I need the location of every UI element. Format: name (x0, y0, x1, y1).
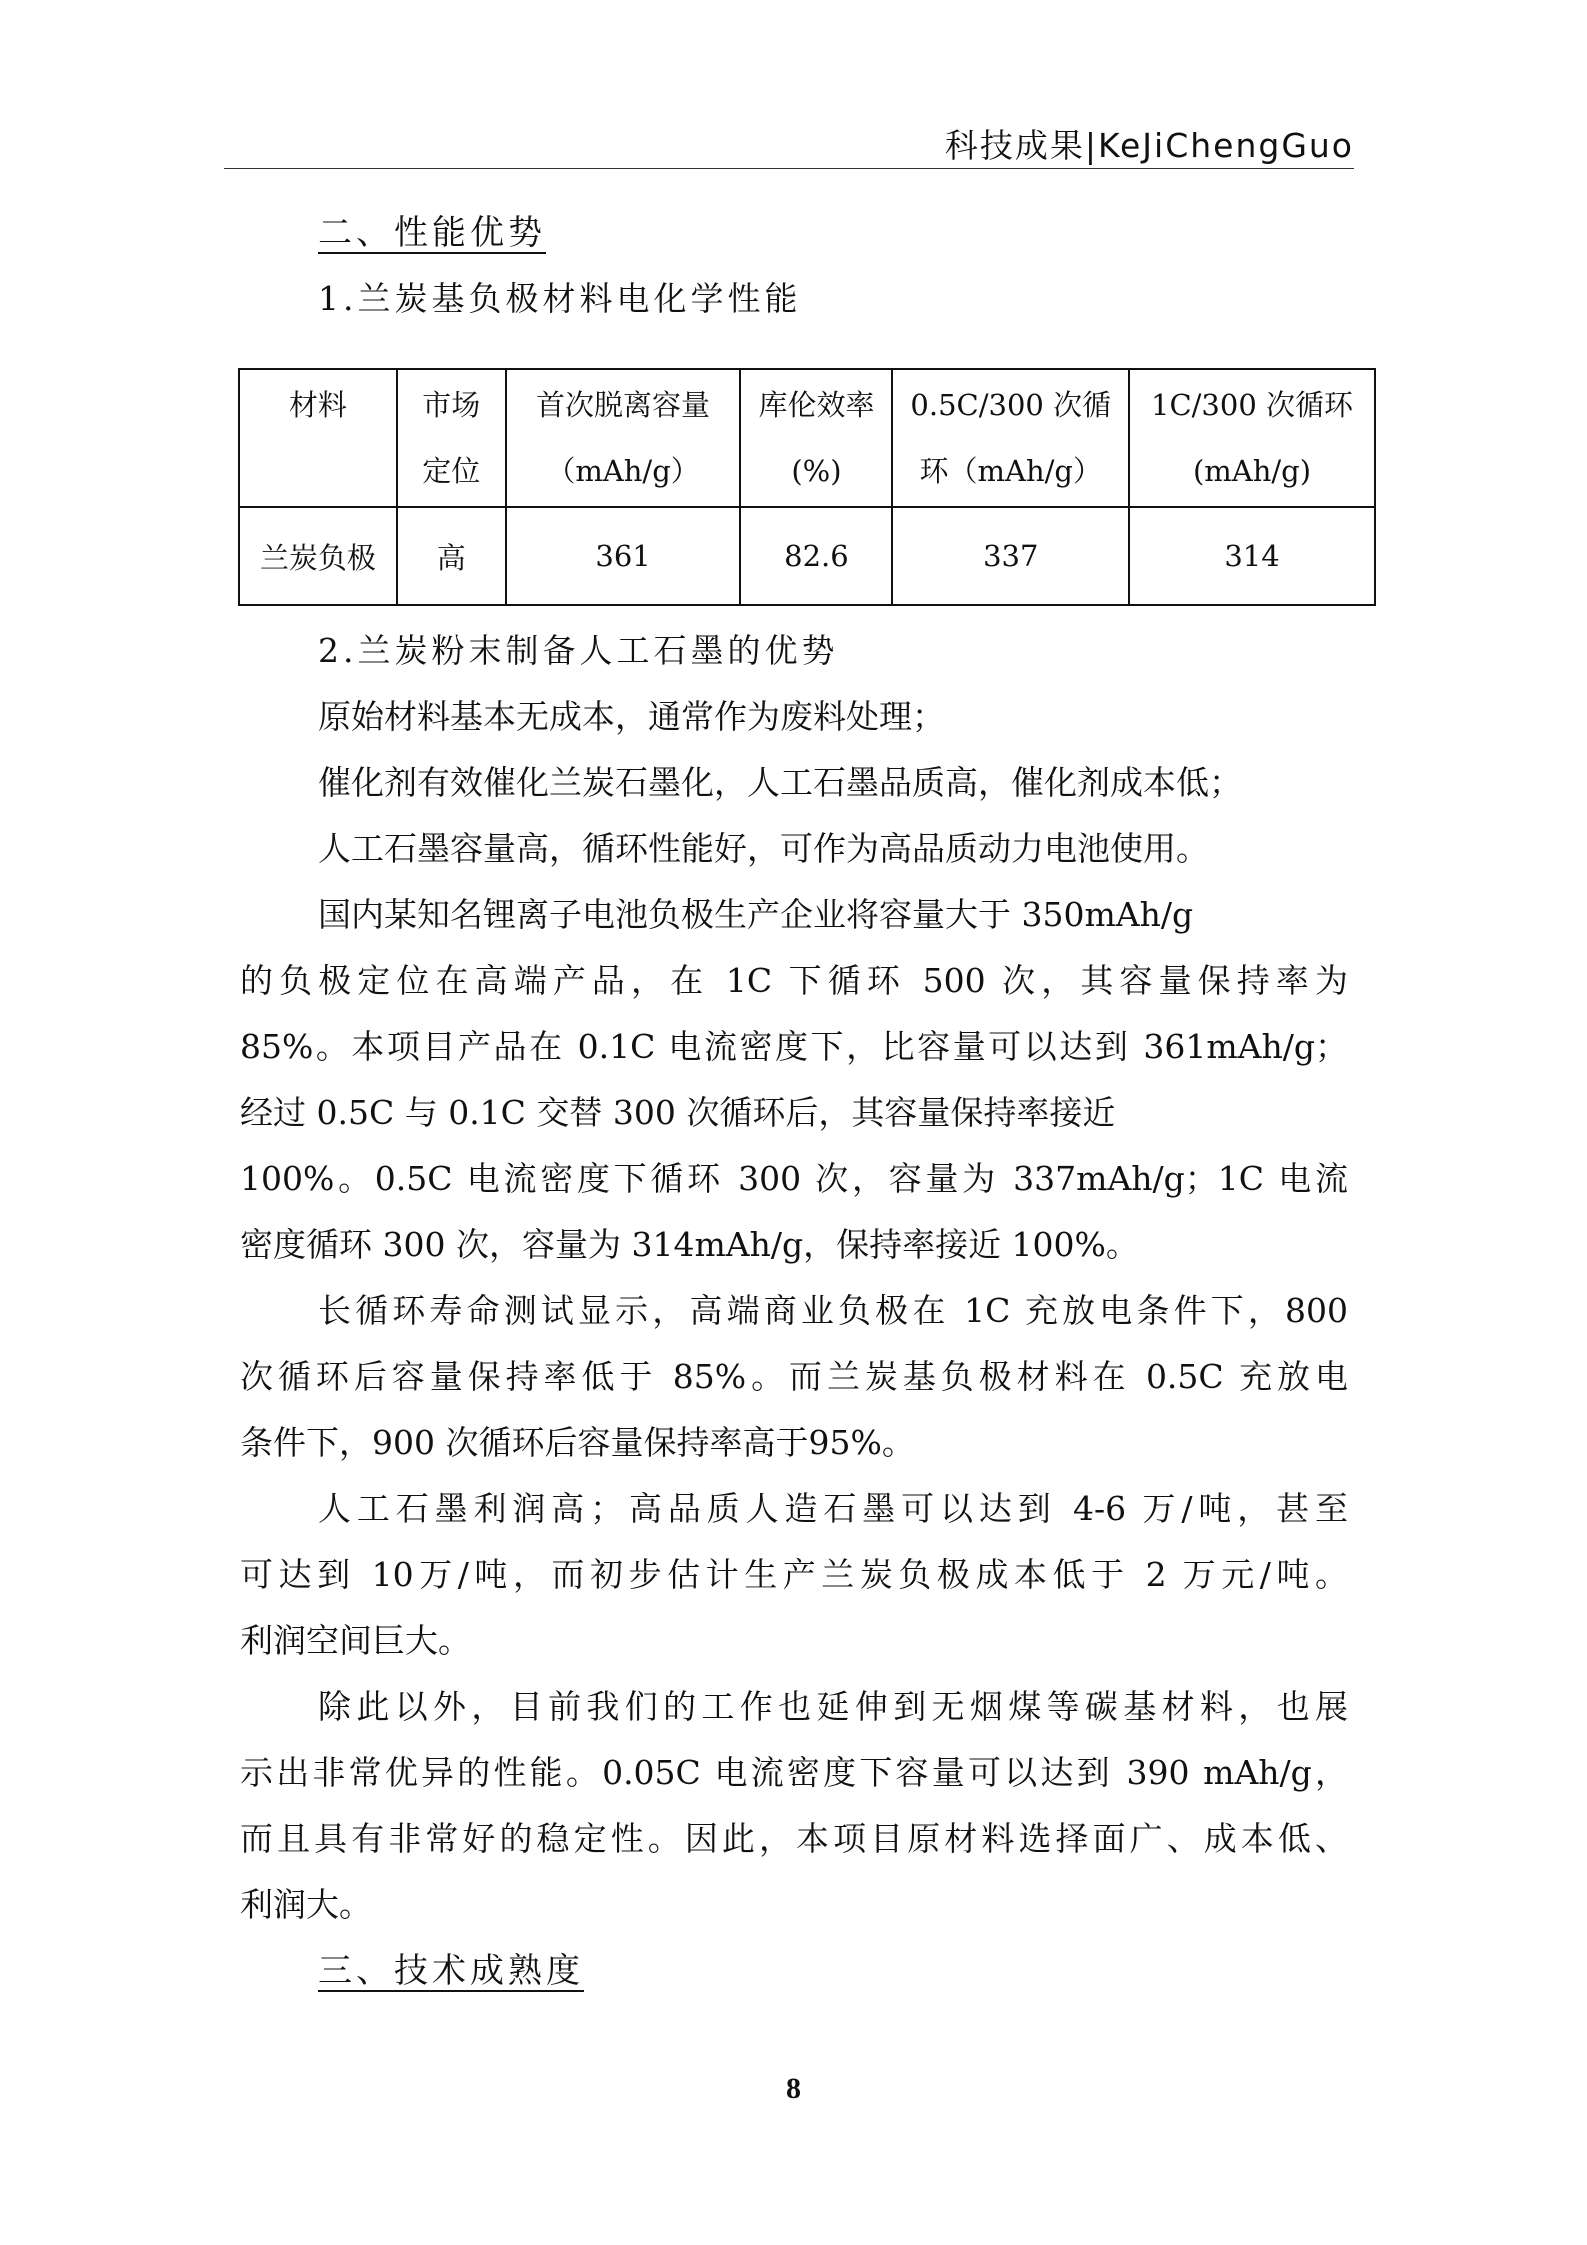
paragraph-line: 示出非常优异的性能。0.05C 电流密度下容量可以达到 390 mAh/g， (240, 1753, 1348, 1792)
header-1c-cycle: 1C/300 次循环 (1151, 388, 1353, 422)
paragraph-line: 经过 0.5C 与 0.1C 交替 300 次循环后，其容量保持率接近 (240, 1093, 1116, 1132)
table-header-cell (740, 369, 892, 507)
header-1c-cycle-unit: (mAh/g) (1192, 454, 1312, 488)
document-body (240, 200, 1353, 2004)
page-number: 8 (786, 2072, 801, 2105)
paragraph-line: 原始材料基本无成本，通常作为废料处理； (318, 697, 945, 736)
table-row (239, 507, 1375, 605)
section-heading-performance-text: 二、性能优势 (318, 213, 546, 253)
header-market: 市场 (422, 388, 481, 422)
paragraph-line: 密度循环 300 次，容量为 314mAh/g，保持率接近 100%。 (240, 1225, 1139, 1264)
paragraph-line: 人工石墨利润高；高品质人造石墨可以达到 4-6 万/吨，甚至 (318, 1489, 1348, 1528)
header-title: 科技成果|KeJiChengGuo (944, 126, 1354, 165)
subheading-artificial-graphite: 2.兰炭粉末制备人工石墨的优势 (318, 631, 839, 670)
paragraph-line: 的负极定位在高端产品，在 1C 下循环 500 次，其容量保持率为 (240, 961, 1348, 1000)
performance-table (238, 368, 1376, 606)
paragraph-line: 条件下，900 次循环后容量保持率高于95%。 (240, 1423, 915, 1462)
section-heading-maturity (240, 1938, 1348, 2004)
table-cell: 高 (397, 507, 506, 605)
table-cell: 82.6 (740, 507, 892, 605)
table-header-cell (397, 369, 506, 507)
paragraph-line: 85%。本项目产品在 0.1C 电流密度下，比容量可以达到 361mAh/g； (240, 1027, 1348, 1066)
header-coulombic-unit: (%) (791, 454, 842, 488)
paragraph-line: 可达到 10万/吨，而初步估计生产兰炭负极成本低于 2 万元/吨。 (240, 1555, 1348, 1594)
table-header-cell (1129, 369, 1375, 507)
header-05c-cycle-unit: 环（mAh/g） (919, 454, 1102, 488)
header-material: 材料 (288, 388, 347, 422)
paragraph-line: 催化剂有效催化兰炭石墨化，人工石墨品质高，催化剂成本低； (318, 763, 1242, 802)
header-05c-cycle: 0.5C/300 次循 (910, 388, 1112, 422)
table-cell: 337 (892, 507, 1129, 605)
header-first-capacity-unit: （mAh/g） (546, 454, 700, 488)
section-heading-maturity-text: 三、技术成熟度 (318, 1951, 584, 1991)
paragraph-line: 国内某知名锂离子电池负极生产企业将容量大于 350mAh/g (318, 895, 1194, 934)
paragraph-line: 而且具有非常好的稳定性。因此，本项目原材料选择面广、成本低、 (240, 1819, 1348, 1858)
table-cell: 兰炭负极 (239, 507, 397, 605)
section-heading-performance (240, 200, 1348, 266)
paragraph-line: 人工石墨容量高，循环性能好，可作为高品质动力电池使用。 (318, 829, 1209, 868)
table-header-cell (239, 369, 397, 507)
header-first-capacity: 首次脱离容量 (536, 388, 711, 422)
paragraph-line: 利润大。 (240, 1885, 372, 1924)
page-header (224, 112, 1354, 169)
subheading-electrochemical: 1.兰炭基负极材料电化学性能 (318, 279, 802, 318)
table-header-cell (892, 369, 1129, 507)
table-header-row (239, 369, 1375, 507)
paragraph-line: 100%。0.5C 电流密度下循环 300 次，容量为 337mAh/g；1C 电流 (240, 1159, 1348, 1198)
header-position: 定位 (422, 454, 481, 488)
header-coulombic: 库伦效率 (758, 388, 875, 422)
table-header-cell (506, 369, 741, 507)
paragraph-line: 次循环后容量保持率低于 85%。而兰炭基负极材料在 0.5C 充放电 (240, 1357, 1348, 1396)
paragraph-line: 长循环寿命测试显示，高端商业负极在 1C 充放电条件下，800 (318, 1291, 1348, 1330)
paragraph-line: 利润空间巨大。 (240, 1621, 471, 1660)
table-cell: 314 (1129, 507, 1375, 605)
paragraph-line: 除此以外，目前我们的工作也延伸到无烟煤等碳基材料，也展 (318, 1687, 1348, 1726)
table-cell: 361 (506, 507, 741, 605)
